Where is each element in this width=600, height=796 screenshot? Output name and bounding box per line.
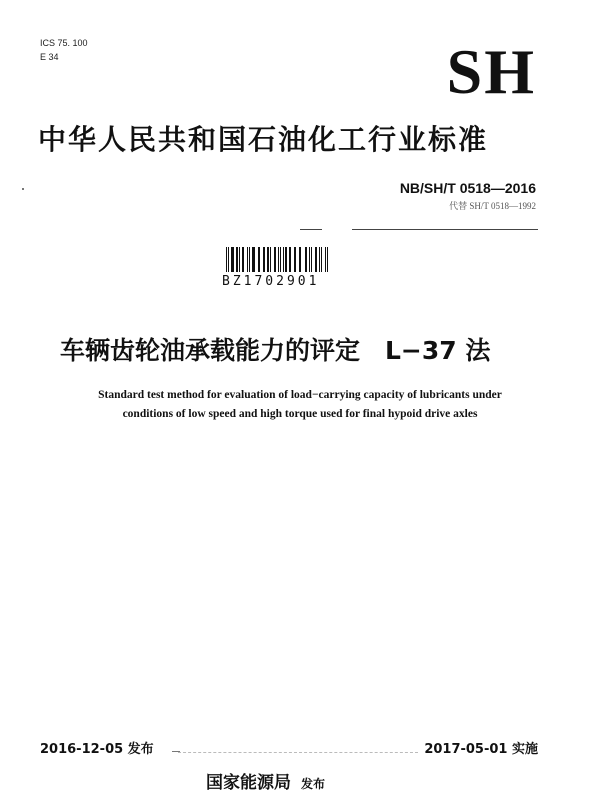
barcode-bar <box>319 247 320 272</box>
english-title-line-2: conditions of low speed and high torque used for final hypoid drive axles <box>122 408 478 420</box>
barcode-bar <box>250 247 251 272</box>
barcode-bar <box>302 247 304 272</box>
barcode-bar <box>247 247 248 272</box>
barcode-bar <box>299 247 300 272</box>
barcode-bar <box>226 247 227 272</box>
issuer-action: 发布 <box>301 777 326 791</box>
issuing-authority <box>206 768 325 793</box>
barcode-bar <box>329 247 330 272</box>
english-title-line-1: Standard test method for evaluation of load−carrying capacity of lubricants under <box>98 389 502 401</box>
barcode-bar <box>295 247 296 272</box>
barcode-bar <box>285 247 287 272</box>
barcode-bar <box>240 247 241 272</box>
barcode-bar <box>292 247 293 272</box>
scan-speck <box>22 188 24 190</box>
barcode-bar <box>230 247 231 272</box>
barcode-bar <box>254 247 255 272</box>
barcode-bar <box>267 247 269 272</box>
classification-codes <box>40 36 88 64</box>
divider-long <box>352 229 538 230</box>
barcode-bar <box>306 247 307 272</box>
barcode <box>226 247 330 272</box>
implementation-date: 2017-05-01 实施 <box>424 742 538 757</box>
footer-rule <box>178 752 418 753</box>
barcode-bar <box>309 247 310 272</box>
replaces-note: 代替 SH/T 0518—1992 <box>449 201 536 211</box>
document-title-chinese: 车辆齿轮油承载能力的评定 L−37 法 <box>60 336 491 365</box>
barcode-bar <box>327 247 328 272</box>
barcode-bar <box>322 247 324 272</box>
issuer-name: 国家能源局 <box>206 773 291 793</box>
ics-code: ICS 75. 100 <box>40 38 88 48</box>
standard-number: NB/SH/T 0518—2016 <box>399 180 536 196</box>
standard-category-title: 中华人民共和国石油化工行业标准 <box>38 123 489 156</box>
barcode-bar <box>236 247 238 272</box>
barcode-bar <box>275 247 276 272</box>
barcode-bar <box>316 247 317 272</box>
sh-logo: SH <box>446 36 536 107</box>
barcode-bar <box>281 247 282 272</box>
barcode-bar <box>312 247 313 272</box>
barcode-bar <box>233 247 234 272</box>
issue-date: 2016-12-05 发布 <box>40 742 154 757</box>
divider-short <box>300 229 322 230</box>
class-code: E 34 <box>40 52 59 62</box>
barcode-bar <box>261 247 262 272</box>
barcode-bar <box>289 247 290 272</box>
barcode-bar <box>272 247 273 272</box>
barcode-number: BZ1702901 <box>222 274 320 289</box>
document-title-english <box>40 386 560 424</box>
barcode-bar <box>243 247 244 272</box>
barcode-bar <box>264 247 265 272</box>
barcode-bar <box>278 247 279 272</box>
barcode-bar <box>258 247 259 272</box>
